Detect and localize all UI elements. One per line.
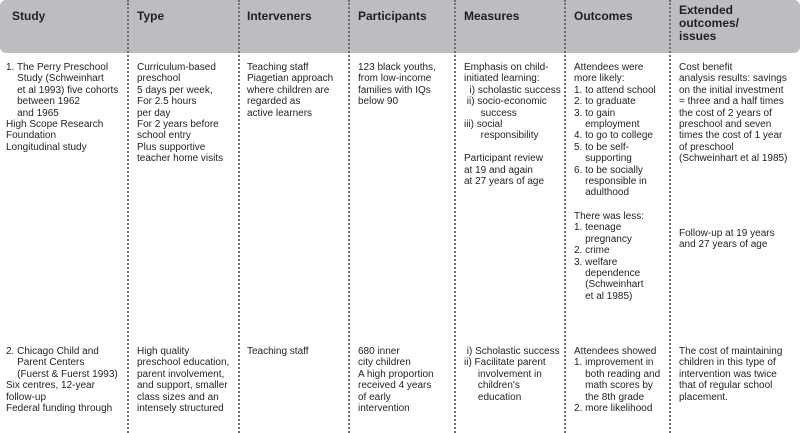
cell-line: iii) social bbox=[464, 119, 503, 131]
cell-line: For 2 years before bbox=[137, 119, 219, 131]
cell-line: Federal funding through bbox=[6, 403, 113, 415]
cell-line: There was less: bbox=[574, 211, 645, 222]
cell-line: 2. crime bbox=[574, 245, 610, 257]
column-divider bbox=[454, 0, 456, 433]
row1-extended bbox=[679, 62, 787, 165]
row1-outcomes-less bbox=[574, 211, 644, 302]
cell-line: (Fuerst & Fuerst 1993) bbox=[6, 368, 118, 380]
cell-line: Longitudinal study bbox=[6, 141, 87, 153]
cell-line: children's bbox=[464, 380, 520, 392]
cell-line: Cost benefit bbox=[679, 62, 733, 73]
cell-line: 5 days per week, bbox=[137, 84, 213, 96]
column-divider bbox=[564, 0, 566, 433]
cell-line: (Schweinhart et al 1985) bbox=[679, 153, 788, 165]
cell-line: city children bbox=[358, 357, 411, 369]
cell-line: 1. The Perry Preschool bbox=[6, 62, 109, 73]
cell-line bbox=[464, 142, 561, 153]
row1-measures bbox=[464, 62, 561, 187]
cell-line: received 4 years bbox=[358, 380, 432, 392]
row2-measures bbox=[464, 346, 560, 403]
cell-line: where children are bbox=[247, 84, 330, 96]
cell-line: teacher home visits bbox=[137, 153, 224, 165]
cell-line: 2. Chicago Child and bbox=[6, 346, 99, 357]
cell-line: and 27 years of age bbox=[679, 239, 768, 251]
cell-line: 2. more likelihood bbox=[574, 403, 653, 415]
row1-extended-followup bbox=[679, 228, 775, 251]
cell-line: 2. to graduate bbox=[574, 96, 636, 108]
cell-line: 123 black youths, bbox=[358, 62, 436, 73]
header-interveners: Interveners bbox=[247, 9, 312, 23]
column-divider bbox=[669, 0, 671, 433]
cell-line: preschool education, bbox=[137, 357, 230, 369]
cell-line: between 1962 bbox=[6, 96, 80, 108]
cell-line: Attendees showed bbox=[574, 346, 657, 357]
cell-line: Study (Schweinhart bbox=[6, 73, 104, 85]
cell-line: Attendees were bbox=[574, 62, 644, 73]
cell-line: times the cost of 1 year bbox=[679, 130, 783, 142]
cell-line: 1. teenage bbox=[574, 222, 622, 234]
cell-line: i) scholastic success bbox=[464, 84, 561, 96]
cell-line: involvement in bbox=[464, 368, 542, 380]
cell-line: Curriculum-based bbox=[137, 62, 216, 73]
cell-line: Teaching staff bbox=[247, 346, 309, 357]
cell-line: responsibility bbox=[464, 130, 539, 142]
cell-line: For 2.5 hours bbox=[137, 96, 197, 108]
cell-line: the 8th grade bbox=[574, 391, 645, 403]
cell-line: and support, smaller bbox=[137, 380, 228, 392]
cell-line: supporting bbox=[574, 153, 632, 165]
cell-line: of early bbox=[358, 391, 391, 403]
cell-line: ii) Facilitate parent bbox=[464, 357, 546, 369]
cell-line: initiated learning: bbox=[464, 73, 540, 85]
header-study: Study bbox=[12, 9, 46, 23]
cell-line: preschool and seven bbox=[679, 119, 772, 131]
cell-line: 1. improvement in bbox=[574, 357, 654, 369]
cell-line: A high proportion bbox=[358, 368, 434, 380]
cell-line: children in this type of bbox=[679, 357, 776, 369]
cell-line: families with IQs bbox=[358, 84, 431, 96]
column-divider bbox=[127, 0, 129, 433]
row1-type bbox=[137, 62, 223, 165]
cell-line: Foundation bbox=[6, 130, 57, 142]
header-extended-outcomes: Extended outcomes/ issues bbox=[679, 3, 740, 43]
cell-line: et al 1985) bbox=[574, 290, 633, 302]
cell-line: preschool bbox=[137, 73, 181, 85]
cell-line: analysis results: savings bbox=[679, 73, 787, 85]
cell-line: responsible in bbox=[574, 176, 647, 188]
cell-line: 5. to be self- bbox=[574, 141, 630, 153]
cell-line: 3. welfare bbox=[574, 256, 618, 268]
cell-line: class sizes and an bbox=[137, 391, 219, 403]
cell-line: 1. to attend school bbox=[574, 84, 656, 96]
cell-line: Emphasis on child- bbox=[464, 62, 549, 73]
cell-line: the cost of 2 years of bbox=[679, 107, 772, 119]
cell-line: Six centres, 12-year bbox=[6, 380, 95, 392]
cell-line: Participant review bbox=[464, 153, 543, 165]
cell-line: active learners bbox=[247, 107, 313, 119]
cell-line: 680 inner bbox=[358, 346, 400, 357]
cell-line: intervention was twice bbox=[679, 368, 777, 380]
cell-line: school entry bbox=[137, 130, 191, 142]
cell-line: et al 1993) five cohorts bbox=[6, 84, 119, 96]
cell-line: follow-up bbox=[6, 391, 47, 403]
row2-type bbox=[137, 346, 229, 414]
cell-line: = three and a half times bbox=[679, 96, 784, 108]
cell-line: placement. bbox=[679, 391, 728, 403]
cell-line: Piagetian approach bbox=[247, 73, 334, 85]
cell-line: of preschool bbox=[679, 141, 734, 153]
cell-line: at 19 and again bbox=[464, 164, 533, 176]
cell-line: dependence bbox=[574, 268, 641, 280]
cell-line: Follow-up at 19 years bbox=[679, 228, 775, 239]
row1-study bbox=[6, 62, 118, 153]
cell-line: 3. to gain bbox=[574, 107, 616, 119]
cell-line: (Schweinhart bbox=[574, 279, 644, 291]
cell-line: at 27 years of age bbox=[464, 176, 545, 188]
cell-line: Plus supportive bbox=[137, 141, 206, 153]
row2-extended bbox=[679, 346, 782, 403]
cell-line: intensely structured bbox=[137, 403, 224, 415]
cell-line: The cost of maintaining bbox=[679, 346, 783, 357]
header-participants: Participants bbox=[358, 9, 427, 23]
cell-line: employment bbox=[574, 119, 640, 131]
cell-line: math scores by bbox=[574, 380, 653, 392]
cell-line: education bbox=[464, 391, 522, 403]
cell-line: that of regular school bbox=[679, 380, 773, 392]
cell-line: ii) socio-economic bbox=[464, 96, 547, 108]
cell-line: i) Scholastic success bbox=[464, 346, 560, 357]
row2-study bbox=[6, 346, 118, 414]
header-outcomes: Outcomes bbox=[574, 9, 633, 23]
cell-line: High quality bbox=[137, 346, 190, 357]
cell-line: more likely: bbox=[574, 73, 625, 85]
header-type: Type bbox=[137, 9, 165, 23]
row1-participants bbox=[358, 62, 436, 108]
cell-line: High Scope Research bbox=[6, 119, 104, 131]
cell-line: per day bbox=[137, 107, 171, 119]
cell-line: from low-income bbox=[358, 73, 432, 85]
cell-line: regarded as bbox=[247, 96, 301, 108]
cell-line: both reading and bbox=[574, 368, 661, 380]
table-header-bar bbox=[0, 0, 800, 53]
cell-line: adulthood bbox=[574, 187, 630, 199]
cell-line: pregnancy bbox=[574, 233, 632, 245]
cell-line: intervention bbox=[358, 403, 410, 415]
column-divider bbox=[238, 0, 240, 433]
row2-participants bbox=[358, 346, 434, 414]
row1-outcomes bbox=[574, 62, 656, 199]
cell-line: Parent Centers bbox=[6, 357, 85, 369]
cell-line: below 90 bbox=[358, 96, 399, 108]
cell-line: 6. to be socially bbox=[574, 164, 643, 176]
cell-line: 4. to go to college bbox=[574, 130, 653, 142]
cell-line: Teaching staff bbox=[247, 62, 309, 73]
row2-interveners bbox=[247, 346, 309, 357]
cell-line: success bbox=[464, 107, 517, 119]
header-measures: Measures bbox=[464, 9, 520, 23]
column-divider bbox=[348, 0, 350, 433]
cell-line: and 1965 bbox=[6, 107, 59, 119]
row2-outcomes bbox=[574, 346, 660, 414]
cell-line: parent involvement, bbox=[137, 368, 225, 380]
row1-interveners bbox=[247, 62, 333, 119]
cell-line: on the initial investment bbox=[679, 84, 784, 96]
